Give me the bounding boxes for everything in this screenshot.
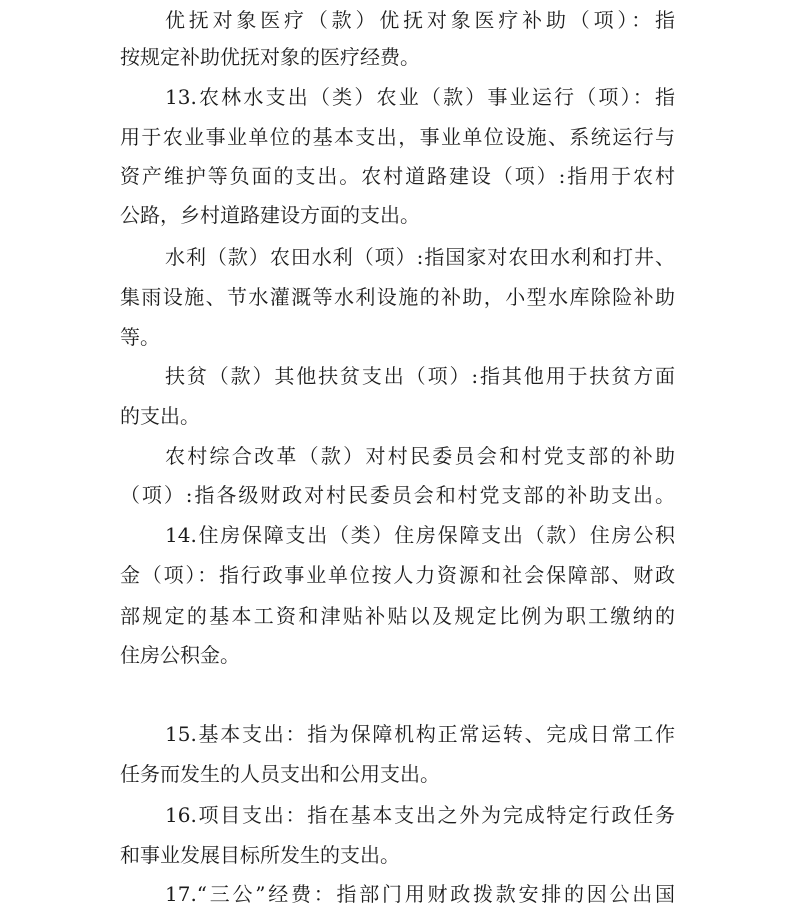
- text-line: 用于农业事业单位的基本支出，事业单位设施、系统运行与: [120, 125, 675, 149]
- text-line: 水利（款）农田水利（项）:指国家对农田水利和打井、: [165, 245, 675, 269]
- text-line: 扶贫（款）其他扶贫支出（项）:指其他用于扶贫方面: [165, 364, 675, 388]
- text-line: 资产维护等负面的支出。农村道路建设（项）:指用于农村: [120, 164, 675, 188]
- text-line: 公路，乡村道路建设方面的支出。: [120, 203, 420, 227]
- text-line: 17.“三公”经费：指部门用财政拨款安排的因公出国: [165, 882, 675, 906]
- text-line: 集雨设施、节水灌溉等水利设施的补助，小型水库除险补助: [120, 285, 675, 309]
- text-line: 优抚对象医疗（款）优抚对象医疗补助（项）：指: [165, 8, 675, 32]
- text-line: 任务而发生的人员支出和公用支出。: [120, 762, 440, 786]
- text-line: 和事业发展目标所发生的支出。: [120, 843, 400, 867]
- text-line: 14.住房保障支出（类）住房保障支出（款）住房公积: [165, 523, 675, 547]
- text-line: 的支出。: [120, 404, 200, 428]
- text-line: 按规定补助优抚对象的医疗经费。: [120, 45, 420, 69]
- text-line: 金（项）：指行政事业单位按人力资源和社会保障部、财政: [120, 563, 675, 587]
- text-line: 16.项目支出：指在基本支出之外为完成特定行政任务: [165, 803, 675, 827]
- text-line: （项）:指各级财政对村民委员会和村党支部的补助支出。: [120, 483, 675, 507]
- text-line: 15.基本支出：指为保障机构正常运转、完成日常工作: [165, 722, 675, 746]
- text-line: 农村综合改革（款）对村民委员会和村党支部的补助: [165, 444, 675, 468]
- text-line: 住房公积金。: [120, 643, 240, 667]
- text-line: 等。: [120, 325, 160, 349]
- text-line: 13.农林水支出（类）农业（款）事业运行（项）：指: [165, 85, 675, 109]
- text-line: 部规定的基本工资和津贴补贴以及规定比例为职工缴纳的: [120, 604, 675, 628]
